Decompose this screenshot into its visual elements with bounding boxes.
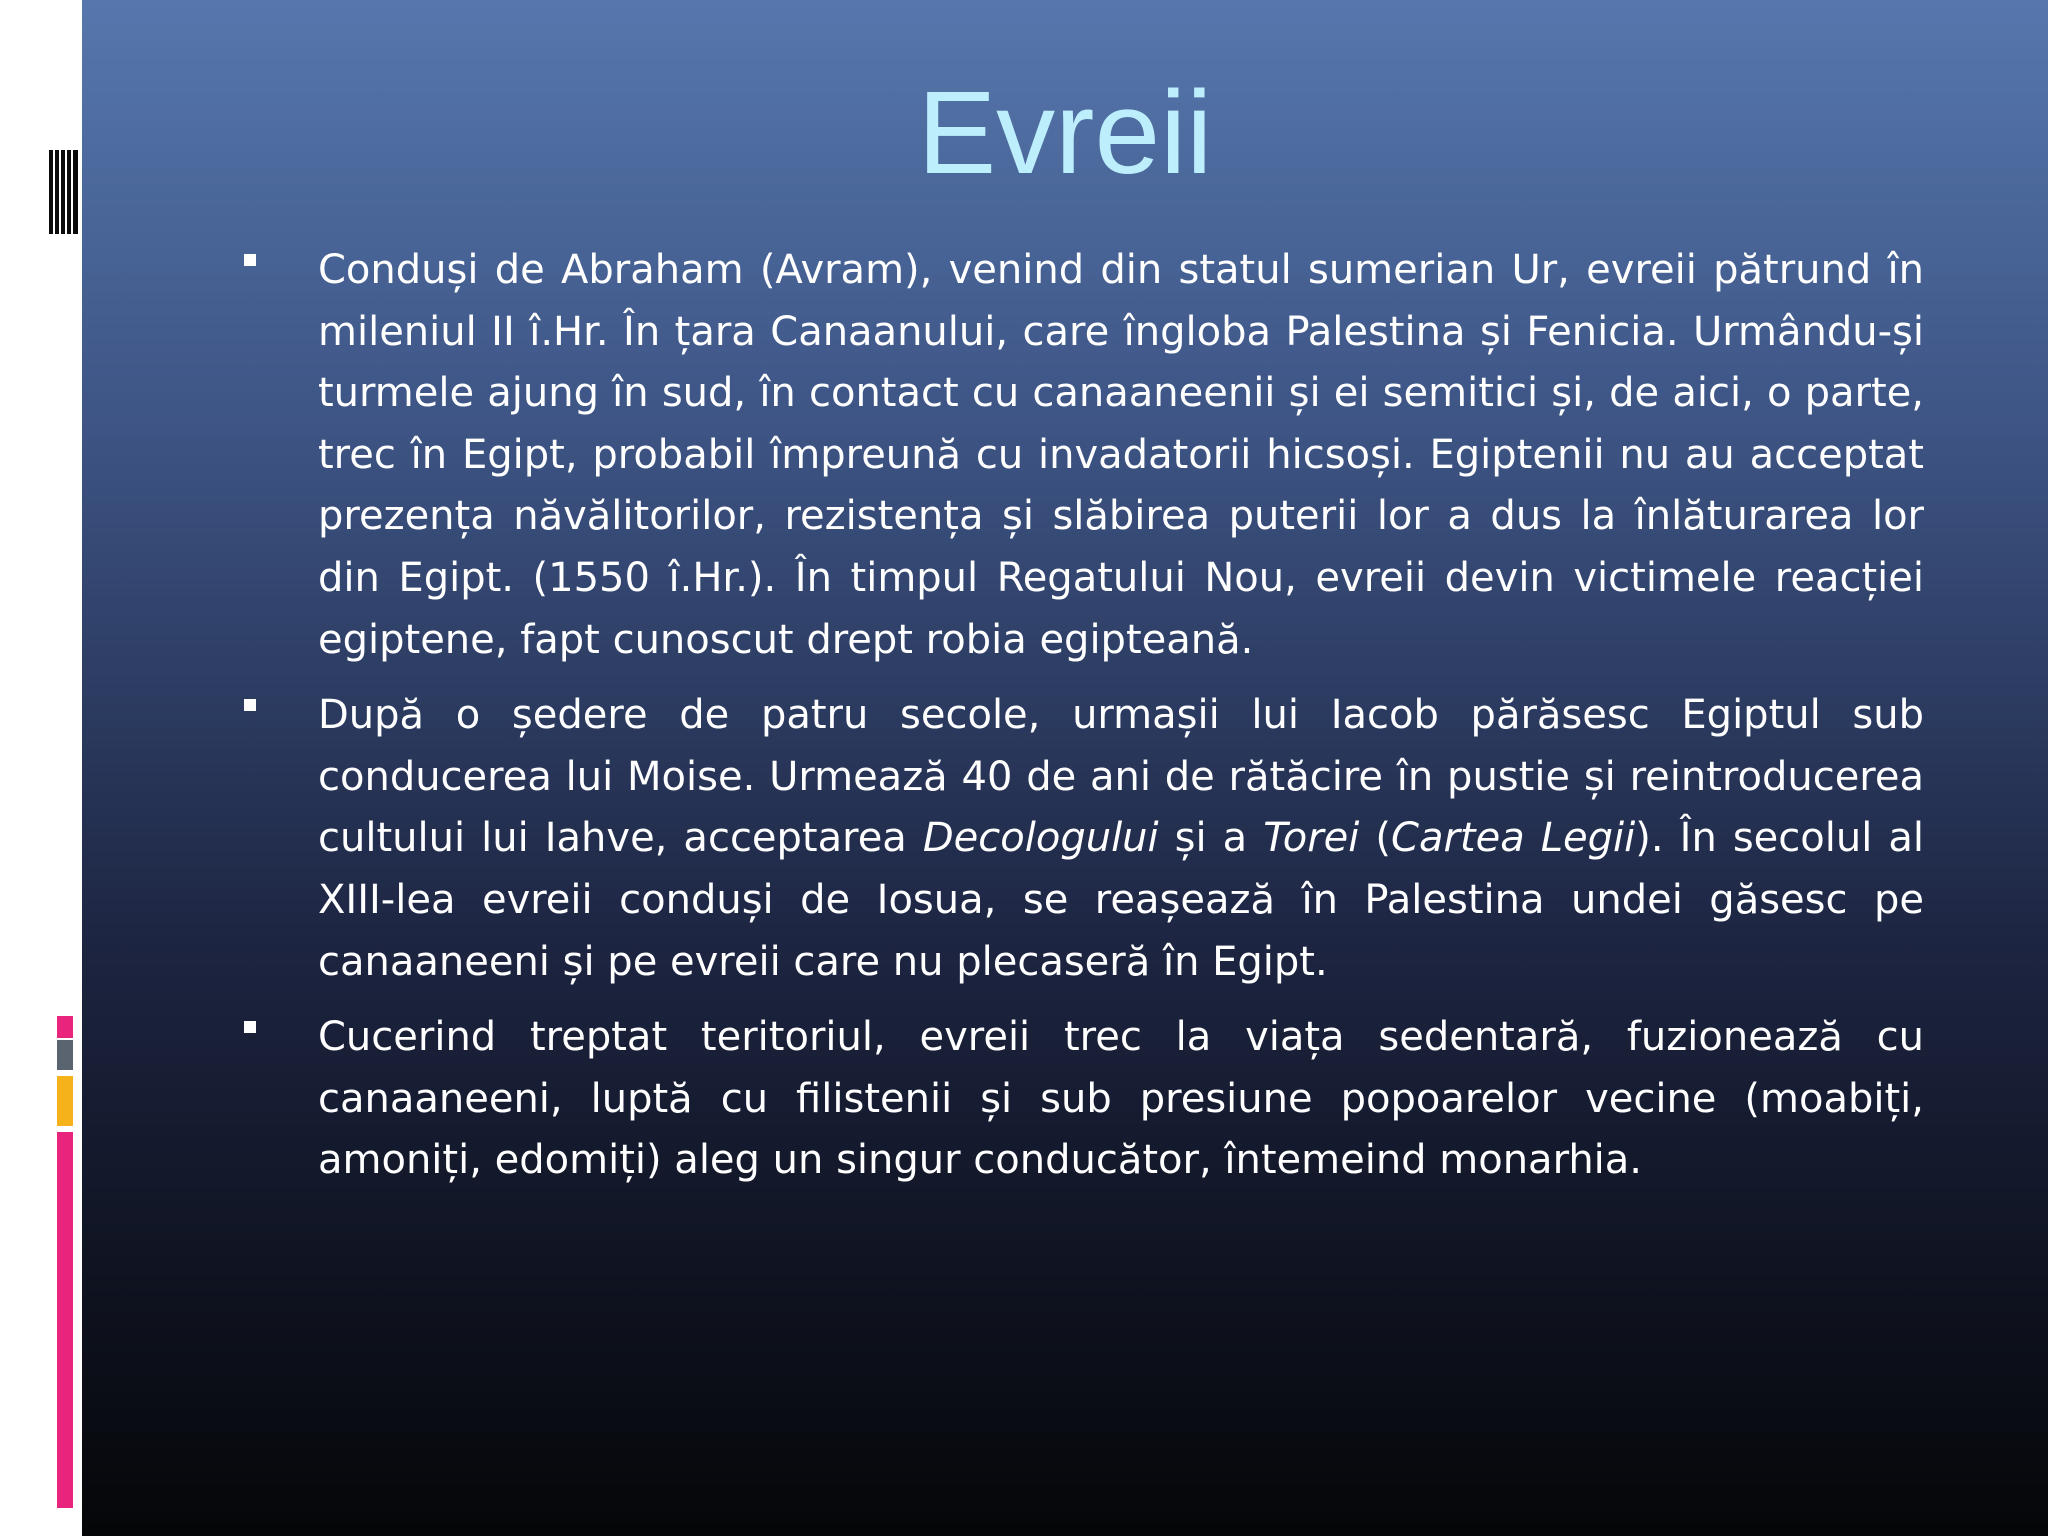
square-bullet-icon <box>244 699 256 711</box>
bullet-item <box>244 240 1924 671</box>
bullet-item <box>244 1007 1924 1192</box>
decoration-bar <box>61 150 65 234</box>
decoration-bar-pink <box>57 1132 73 1508</box>
decoration-bar <box>67 150 71 234</box>
italic-term: Torei <box>1263 815 1360 862</box>
text-segment: ). În secolul al XIII-lea evreii conduși de Iosua, se reașează în Palestina undei găsesc pe canaaneeni și pe evreii care nu plecaseră în Egipt. <box>318 815 1924 985</box>
decoration-bar <box>55 150 59 234</box>
decoration-bar-pink <box>57 1016 73 1038</box>
bullet-text <box>318 685 1924 993</box>
text-segment: După o ședere de patru secole, urmașii lui Iacob părăsesc Egiptul sub conducerea lui Moise. Urmează 40 de ani de rătăcire în pustie și reintroducerea cultului lui Iahve, acceptarea <box>318 692 1924 862</box>
decoration-bar-yellow <box>57 1076 73 1126</box>
decoration-bar-gray <box>57 1040 73 1070</box>
text-segment: ( <box>1359 815 1392 862</box>
italic-term: Decologului <box>922 815 1159 862</box>
bullet-list <box>244 240 1924 1206</box>
decoration-bar <box>49 150 53 234</box>
square-bullet-icon <box>244 254 256 266</box>
italic-term: Cartea Legii <box>1391 815 1636 862</box>
decoration-bar <box>73 150 78 234</box>
bullet-text: Cucerind treptat teritoriul, evreii trec la viața sedentară, fuzionează cu canaaneeni, luptă cu filistenii și sub presiune popoarelor vecine (moabiți, amoniți, edomiți) aleg un singur conducător, întemeind monarhia. <box>318 1014 1924 1184</box>
text-segment: și a <box>1158 815 1264 862</box>
left-decoration-strip <box>0 0 82 1536</box>
bullet-item <box>244 685 1924 993</box>
slide-title: Evreii <box>917 67 1213 199</box>
bullet-text: Conduși de Abraham (Avram), venind din statul sumerian Ur, evreii pătrund în mileniul II î.Hr. În țara Canaanului, care îngloba Palestina și Fenicia. Urmându-și turmele ajung în sud, în contact cu canaaneenii și ei semitici și, de aici, o parte, trec în Egipt, probabil împreună cu invadatorii hicsoși. Egiptenii nu au acceptat prezența năvălitorilor, rezistența și slăbirea puterii lor a dus la înlăturarea lor din Egipt. (1550 î.Hr.). În timpul Regatului Nou, evreii devin victimele reacției egiptene, fapt cunoscut drept robia egipteană. <box>318 247 1924 663</box>
square-bullet-icon <box>244 1021 256 1033</box>
